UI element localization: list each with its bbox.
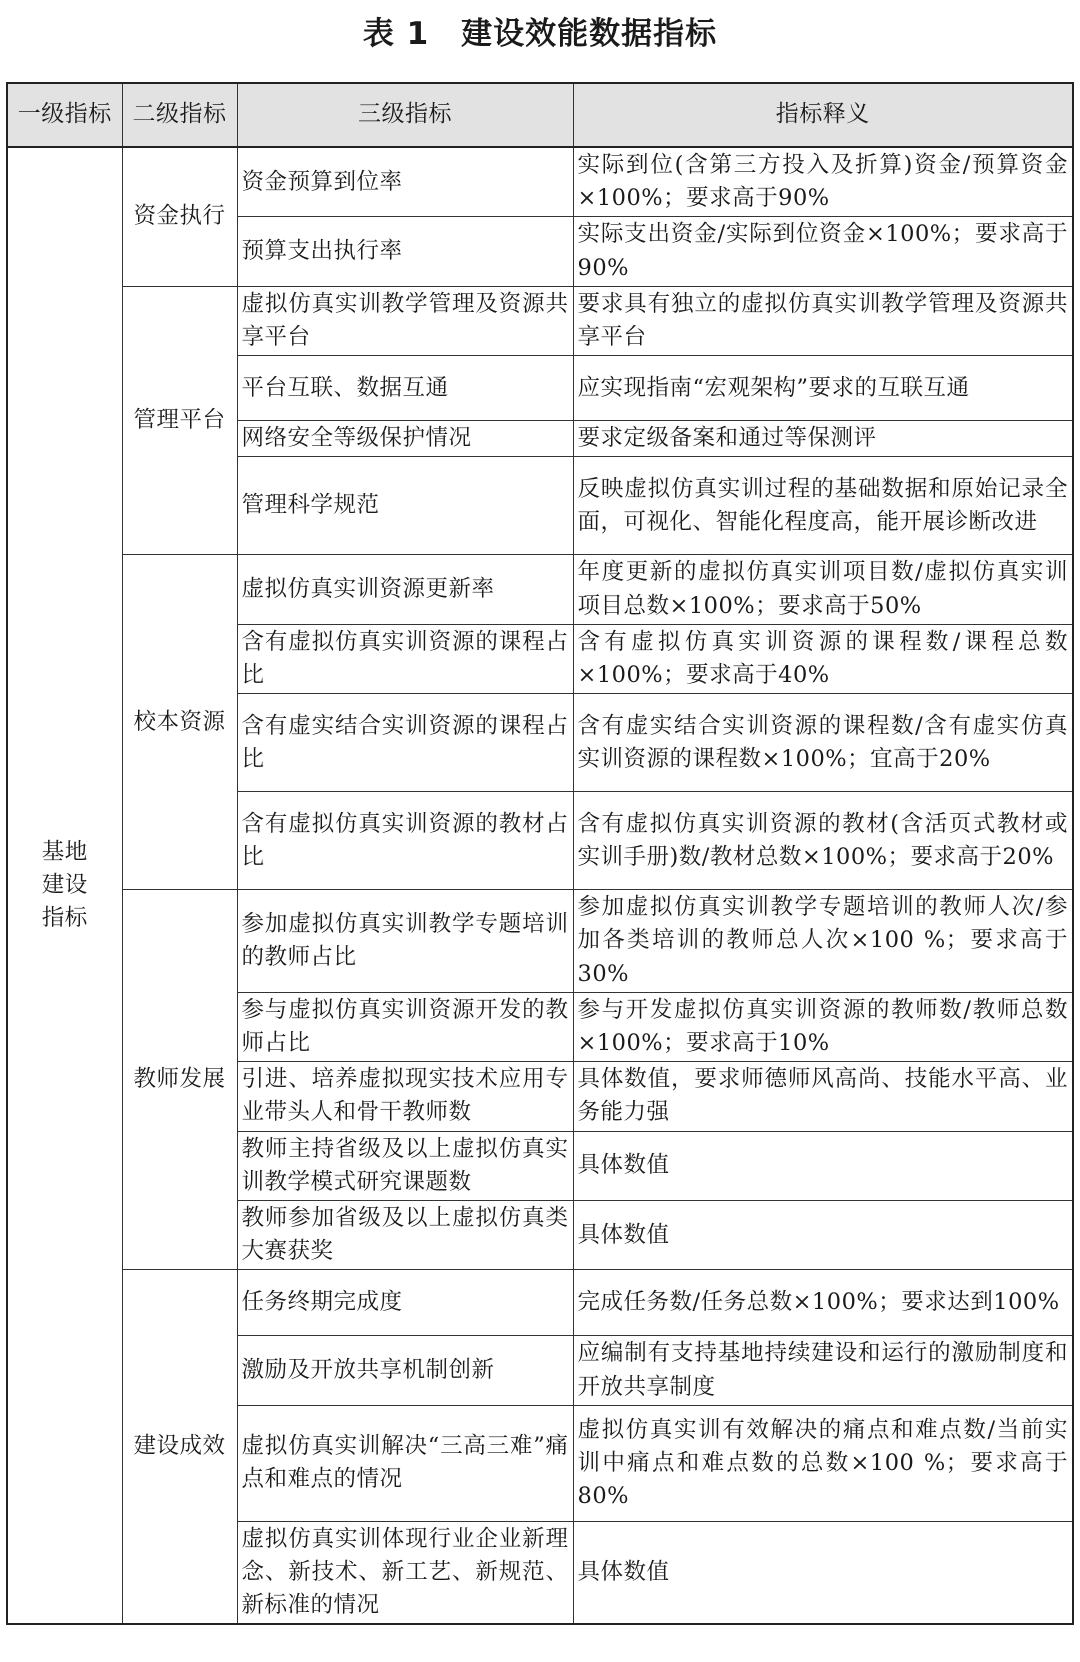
header-row bbox=[7, 83, 1073, 147]
level1-cell bbox=[7, 147, 122, 1624]
level3-cell: 虚拟仿真实训教学管理及资源共享平台 bbox=[237, 286, 573, 355]
level3-cell: 参加虚拟仿真实训教学专题培训的教师占比 bbox=[237, 890, 573, 993]
level3-cell: 平台互联、数据互通 bbox=[237, 356, 573, 421]
description-cell: 具体数值，要求师德师风高尚、技能水平高、业务能力强 bbox=[573, 1062, 1073, 1131]
header-level1: 一级指标 bbox=[7, 83, 122, 147]
level3-cell: 含有虚拟仿真实训资源的课程占比 bbox=[237, 624, 573, 693]
description-cell: 年度更新的虚拟仿真实训项目数/虚拟仿真实训项目总数×100%；要求高于50% bbox=[573, 555, 1073, 624]
description-cell: 完成任务数/任务总数×100%；要求达到100% bbox=[573, 1270, 1073, 1336]
table-row bbox=[7, 1270, 1073, 1336]
table-title: 表 1 建设效能数据指标 bbox=[362, 16, 718, 52]
level2-cell: 教师发展 bbox=[122, 890, 237, 1270]
description-cell: 虚拟仿真实训有效解决的痛点和难点数/当前实训中痛点和难点数的总数×100 %；要求高于 80% bbox=[573, 1405, 1073, 1521]
header-level3: 三级指标 bbox=[237, 83, 573, 147]
level2-cell: 校本资源 bbox=[122, 555, 237, 890]
level3-cell: 资金预算到位率 bbox=[237, 147, 573, 217]
table-row bbox=[7, 147, 1073, 217]
description-cell: 具体数值 bbox=[573, 1521, 1073, 1624]
level3-cell: 激励及开放共享机制创新 bbox=[237, 1336, 573, 1405]
description-cell: 要求具有独立的虚拟仿真实训教学管理及资源共享平台 bbox=[573, 286, 1073, 355]
table-row bbox=[7, 555, 1073, 624]
description-cell: 反映虚拟仿真实训过程的基础数据和原始记录全面，可视化、智能化程度高，能开展诊断改进 bbox=[573, 457, 1073, 555]
level3-cell: 含有虚拟仿真实训资源的教材占比 bbox=[237, 792, 573, 890]
level3-cell: 教师主持省级及以上虚拟仿真实训教学模式研究课题数 bbox=[237, 1131, 573, 1200]
description-cell: 含有虚拟仿真实训资源的教材(含活页式教材或实训手册)数/教材总数×100%；要求高于20% bbox=[573, 792, 1073, 890]
description-cell: 实际到位(含第三方投入及折算)资金/预算资金×100%；要求高于90% bbox=[573, 147, 1073, 217]
level2-cell: 建设成效 bbox=[122, 1270, 237, 1625]
level3-cell: 引进、培养虚拟现实技术应用专业带头人和骨干教师数 bbox=[237, 1062, 573, 1131]
level3-cell: 含有虚实结合实训资源的课程占比 bbox=[237, 694, 573, 792]
indicator-table bbox=[6, 82, 1074, 1625]
level3-cell: 教师参加省级及以上虚拟仿真类大赛获奖 bbox=[237, 1201, 573, 1270]
description-cell: 具体数值 bbox=[573, 1201, 1073, 1270]
header-level2: 二级指标 bbox=[122, 83, 237, 147]
level3-cell: 虚拟仿真实训资源更新率 bbox=[237, 555, 573, 624]
level3-cell: 虚拟仿真实训体现行业企业新理念、新技术、新工艺、新规范、新标准的情况 bbox=[237, 1521, 573, 1624]
description-cell: 参加虚拟仿真实训教学专题培训的教师人次/参加各类培训的教师总人次×100 %；要求高于30% bbox=[573, 890, 1073, 993]
level1-label: 基地建设指标 bbox=[41, 838, 88, 932]
description-cell: 具体数值 bbox=[573, 1131, 1073, 1200]
description-cell: 实际支出资金/实际到位资金×100%；要求高于90% bbox=[573, 217, 1073, 286]
description-cell: 应实现指南“宏观架构”要求的互联互通 bbox=[573, 356, 1073, 421]
description-cell: 含有虚拟仿真实训资源的课程数/课程总数×100%；要求高于40% bbox=[573, 624, 1073, 693]
level3-cell: 虚拟仿真实训解决“三高三难”痛点和难点的情况 bbox=[237, 1405, 573, 1521]
level2-cell: 资金执行 bbox=[122, 147, 237, 286]
level3-cell: 管理科学规范 bbox=[237, 457, 573, 555]
table-row bbox=[7, 890, 1073, 993]
level3-cell: 参与虚拟仿真实训资源开发的教师占比 bbox=[237, 992, 573, 1061]
level3-cell: 任务终期完成度 bbox=[237, 1270, 573, 1336]
description-cell: 应编制有支持基地持续建设和运行的激励制度和开放共享制度 bbox=[573, 1336, 1073, 1405]
description-cell: 参与开发虚拟仿真实训资源的教师数/教师总数×100%；要求高于10% bbox=[573, 992, 1073, 1061]
level3-cell: 网络安全等级保护情况 bbox=[237, 421, 573, 457]
header-description: 指标释义 bbox=[573, 83, 1073, 147]
description-cell: 含有虚实结合实训资源的课程数/含有虚实仿真实训资源的课程数×100%；宜高于20% bbox=[573, 694, 1073, 792]
description-cell: 要求定级备案和通过等保测评 bbox=[573, 421, 1073, 457]
level2-cell: 管理平台 bbox=[122, 286, 237, 555]
level3-cell: 预算支出执行率 bbox=[237, 217, 573, 286]
table-row bbox=[7, 286, 1073, 355]
